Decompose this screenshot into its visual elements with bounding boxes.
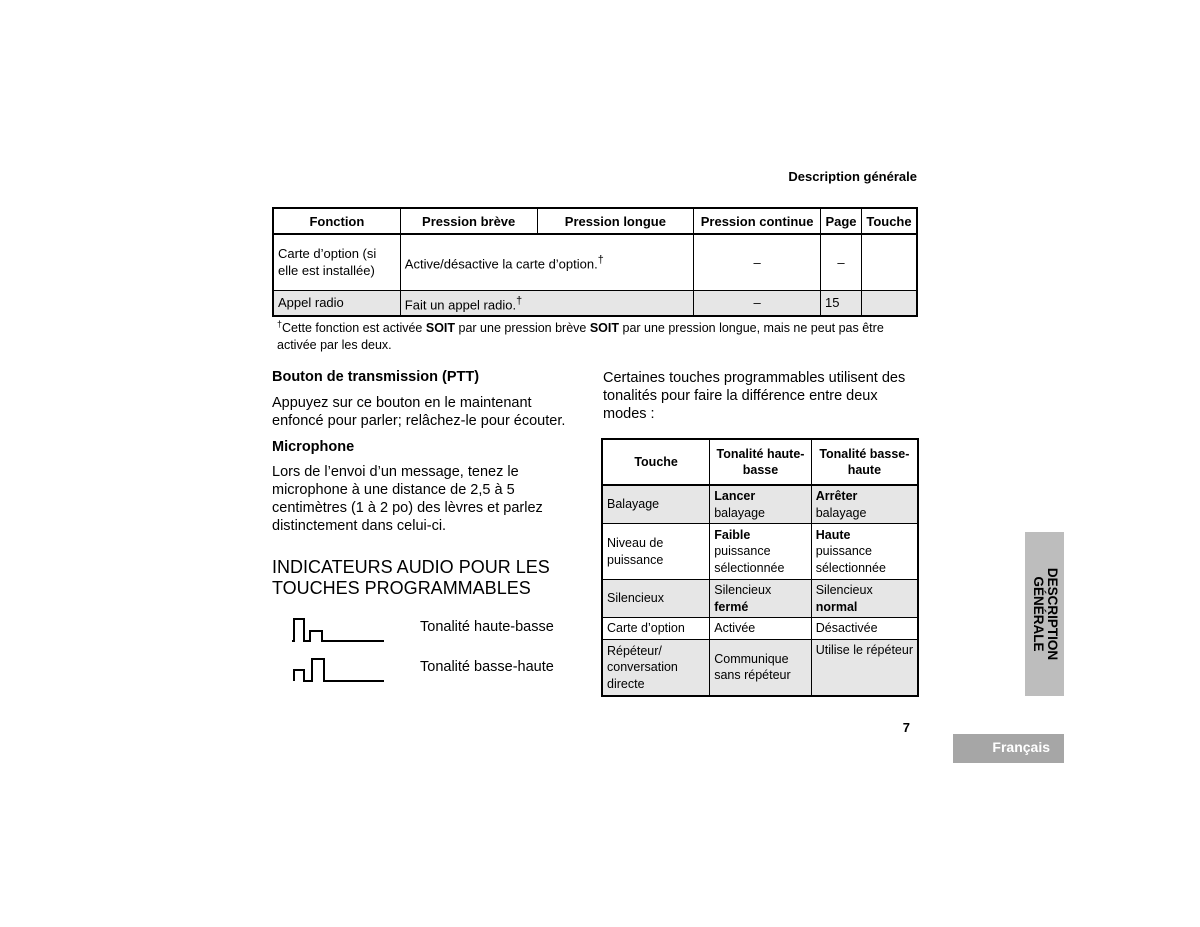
table-cell: Niveau de puissance (602, 524, 710, 580)
table-cell (400, 234, 693, 290)
table-header-cell: Tonalité basse-haute (811, 439, 918, 485)
section-side-tab (1025, 532, 1064, 696)
table-cell: Utilise le répéteur (811, 640, 918, 696)
table-cell (400, 290, 693, 316)
table-header-cell: Touche (602, 439, 710, 485)
table-cell: Désactivée (811, 618, 918, 640)
table-cell: – (694, 290, 821, 316)
language-label: Français (992, 739, 1050, 755)
microphone-paragraph: Lors de l’envoi d’un message, tenez le microphone à une distance de 2,5 à 5 centimètres (1 à 2 po) des lèvres et parlez distinctement dans celui-ci. (272, 464, 543, 534)
tone-label: Tonalité haute-basse (420, 619, 554, 635)
side-tab-line: GÉNÉRALE (1030, 576, 1046, 652)
cell-text-bold: normal (815, 599, 858, 614)
cell-text: puissance sélectionnée (815, 544, 886, 575)
cell-text-bold: Faible (714, 527, 751, 542)
footnote-emphasis: SOIT (425, 321, 456, 336)
table-cell: – (694, 234, 821, 290)
footnote (277, 316, 917, 354)
table-header-cell: Pression continue (694, 208, 821, 234)
cell-text: Silencieux (815, 583, 873, 597)
table-cell (811, 524, 918, 580)
table-cell (710, 524, 811, 580)
table-cell (710, 580, 811, 618)
high-low-tone-icon (292, 615, 386, 645)
table-row (273, 234, 917, 290)
table-row (602, 618, 918, 640)
table-cell (710, 485, 811, 524)
table-cell (861, 234, 917, 290)
table-row (602, 580, 918, 618)
page-number: 7 (902, 720, 910, 735)
table-cell: Activée (710, 618, 811, 640)
microphone-heading: Microphone (272, 439, 355, 455)
table-header-cell: Tonalité haute-basse (710, 439, 811, 485)
table-header-row (602, 439, 918, 485)
ptt-heading: Bouton de transmission (PTT) (272, 369, 480, 385)
table-cell: 15 (820, 290, 861, 316)
table-row (602, 640, 918, 696)
table-cell: Répéteur/ conversation directe (602, 640, 710, 696)
footnote-emphasis: SOIT (589, 321, 620, 336)
table-header-row (273, 208, 917, 234)
cell-text-bold: fermé (714, 599, 749, 614)
function-table (272, 207, 918, 317)
ptt-paragraph: Appuyez sur ce bouton en le maintenant enfoncé pour parler; relâchez-le pour écouter. (272, 395, 566, 429)
section-title: INDICATEURS AUDIO POUR LES TOUCHES PROGRAMMABLES (272, 557, 550, 598)
table-cell: Carte d’option (si elle est installée) (273, 234, 400, 290)
language-tab (953, 734, 1064, 763)
table-cell: Communique sans répéteur (710, 640, 811, 696)
table-cell (811, 580, 918, 618)
dagger-mark: † (597, 254, 604, 267)
dagger-mark: † (516, 294, 523, 307)
side-tab-line: DESCRIPTION (1044, 567, 1060, 661)
tone-label: Tonalité basse-haute (420, 659, 554, 675)
table-row (602, 485, 918, 524)
table-cell: Carte d’option (602, 618, 710, 640)
tones-table (601, 438, 919, 697)
table-cell: – (820, 234, 861, 290)
table-cell: Silencieux (602, 580, 710, 618)
low-high-tone-icon (292, 655, 386, 685)
table-header-cell: Fonction (273, 208, 400, 234)
table-header-cell: Page (820, 208, 861, 234)
dagger-mark: † (277, 319, 283, 329)
cell-text-bold: Lancer (714, 489, 756, 503)
table-row (602, 524, 918, 580)
cell-text: balayage (815, 505, 867, 520)
footnote-text: par une pression brève (455, 321, 590, 336)
table-cell (811, 485, 918, 524)
side-tab-label (1031, 568, 1059, 660)
table-cell: Balayage (602, 485, 710, 524)
cell-text: Fait un appel radio. (404, 296, 517, 312)
cell-text: Active/désactive la carte d’option. (404, 256, 598, 272)
cell-text-bold: Arrêter (815, 489, 858, 503)
table-cell (861, 290, 917, 316)
table-header-cell: Pression longue (537, 208, 694, 234)
cell-text: Silencieux (714, 583, 772, 597)
footnote-text: par une pression longue, mais ne peut pas être activée par les deux. (277, 321, 884, 353)
cell-text: puissance sélectionnée (714, 544, 785, 575)
footnote-text: Cette fonction est activée (282, 321, 426, 336)
cell-text: balayage (714, 505, 765, 520)
cell-text-bold: Haute (815, 527, 851, 542)
table-header-cell: Touche (861, 208, 917, 234)
table-header-cell: Pression brève (400, 208, 537, 234)
tones-intro-paragraph: Certaines touches programmables utilisent des tonalités pour faire la différence entre deux modes : (603, 370, 906, 422)
table-row (273, 290, 917, 316)
table-cell: Appel radio (273, 290, 400, 316)
page-header: Description générale (788, 169, 917, 184)
